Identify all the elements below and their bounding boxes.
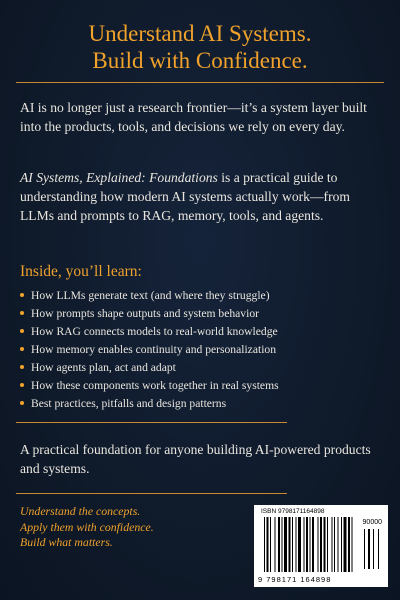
- book-title-italic: AI Systems, Explained: Foundations: [20, 170, 218, 185]
- learn-list: [20, 287, 310, 413]
- list-item: How these components work together in real systems: [20, 377, 310, 395]
- list-item: How prompts shape outputs and system behavior: [20, 305, 310, 323]
- bullet-icon: [20, 383, 24, 387]
- list-item: How LLMs generate text (and where they struggle): [20, 287, 310, 305]
- isbn-label: ISBN 9798171164898: [261, 508, 325, 515]
- divider-bottom: [16, 493, 287, 494]
- bullet-icon: [20, 311, 24, 315]
- inside-heading: Inside, you’ll learn:: [20, 263, 142, 280]
- list-item: Best practices, pitfalls and design patterns: [20, 395, 310, 413]
- list-item: How RAG connects models to real-world knowledge: [20, 323, 310, 341]
- isbn-barcode: [254, 505, 388, 587]
- headline: [0, 20, 400, 74]
- price-code: 90000: [362, 519, 382, 526]
- headline-line-1: Understand AI Systems.: [88, 21, 312, 46]
- tagline-line-1: Understand the concepts.: [20, 504, 141, 518]
- tagline: [20, 504, 154, 551]
- description-rest: is a practical guide to understanding how modern AI systems actually work—from LLMs and prompts to RAG, memory, tools, and agents.: [20, 170, 350, 223]
- list-item: How memory enables continuity and personalization: [20, 341, 310, 359]
- headline-line-2: Build with Confidence.: [92, 48, 308, 73]
- description-paragraph: [20, 168, 372, 225]
- bullet-icon: [20, 293, 24, 297]
- tagline-line-3: Build what matters.: [20, 535, 113, 549]
- divider-top: [16, 82, 384, 83]
- closing-paragraph: A practical foundation for anyone building AI-powered products and systems.: [20, 442, 371, 476]
- barcode-digits: 9 798171 164898: [258, 575, 332, 584]
- divider-middle: [16, 422, 287, 423]
- tagline-line-2: Apply them with confidence.: [20, 519, 154, 534]
- bullet-icon: [20, 365, 24, 369]
- intro-paragraph: AI is no longer just a research frontier—it’s a system layer built into the products, tools, and decisions we rely on every day.: [20, 100, 367, 134]
- bullet-icon: [20, 347, 24, 351]
- bullet-icon: [20, 401, 24, 405]
- list-item: How agents plan, act and adapt: [20, 359, 310, 377]
- bullet-icon: [20, 329, 24, 333]
